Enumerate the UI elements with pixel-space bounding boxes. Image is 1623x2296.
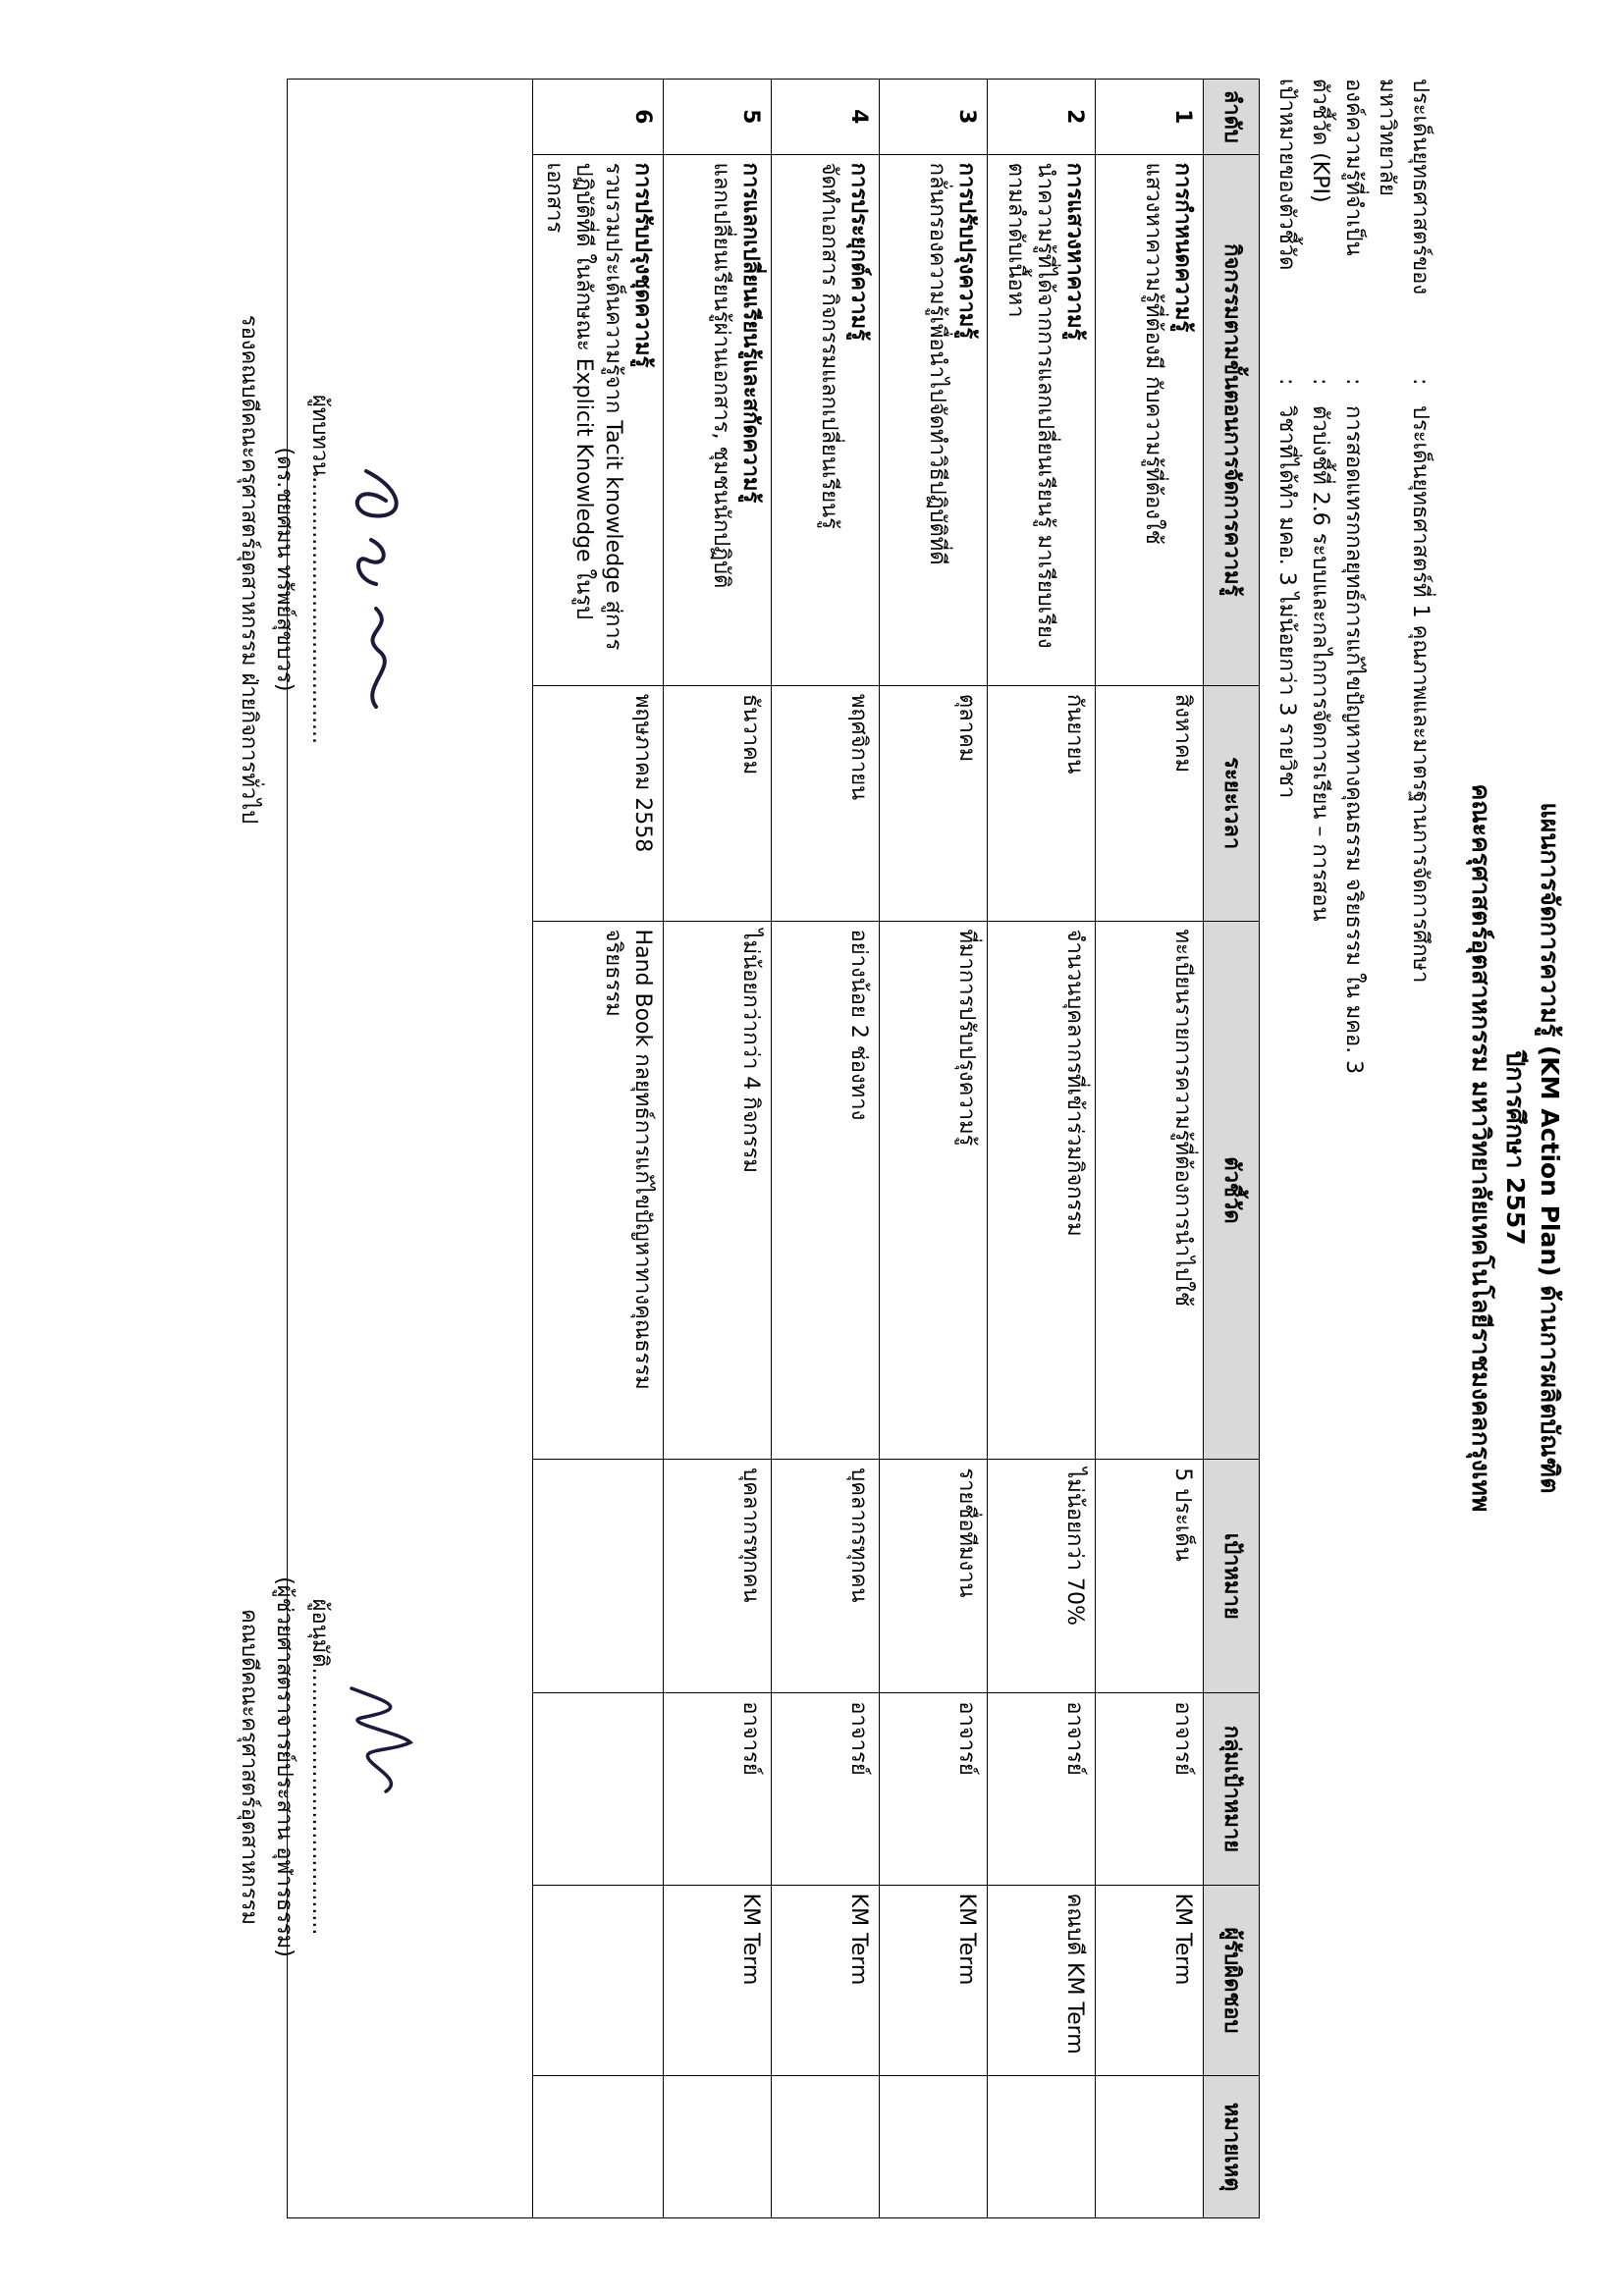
reviewer-position: รองคณบดีคณะครุศาสตร์อุตสาหกรรม ฝ่ายกิจการทั่วไป	[237, 314, 261, 825]
meta-row-knowledge	[1336, 79, 1370, 1878]
meta-row-strategy	[1370, 79, 1436, 1878]
activity-cell	[880, 154, 988, 685]
indicator-cell: ไม่น้อยกว่ากว่า 4 กิจกรรม	[664, 921, 772, 1460]
row-number: 5	[664, 80, 772, 155]
col-header-remark: หมายเหตุ	[1204, 2076, 1260, 2218]
target-cell: ไม่น้อยกว่า 70%	[988, 1460, 1096, 1693]
owner-cell: คณบดี KM Term	[988, 1885, 1096, 2076]
period-cell: ธันวาคม	[664, 685, 772, 921]
table-row	[1096, 80, 1204, 2218]
activity-desc: แลกเปลี่ยนเรียนรู้ผ่านเอกสาร, ชุมชนนักปฏิบัติ	[709, 162, 733, 589]
target-cell: 5 ประเด็น	[1096, 1460, 1204, 1693]
activity-cell	[664, 154, 772, 685]
table-header-row	[1204, 80, 1260, 2218]
period-cell: ตุลาคม	[880, 685, 988, 921]
target-cell: รายชื่อทีมงาน	[880, 1460, 988, 1693]
table-row	[988, 80, 1096, 2218]
reviewer-signature-block	[231, 196, 337, 942]
group-cell	[533, 1693, 664, 1885]
group-cell: อาจารย์	[772, 1693, 880, 1885]
indicator-cell: ทะเบียนรายการความรู้ที่ต้องการนำไปใช้	[1096, 921, 1204, 1460]
academic-year: ปีการศึกษา 2557	[1501, 1050, 1530, 1246]
meta-value: ตัวบ่งชี้ที่ 2.6 ระบบและกลไกการจัดการเรียน – การสอน	[1308, 405, 1332, 922]
indicator-cell: จำนวนบุคลากรที่เข้าร่วมกิจกรรม	[988, 921, 1096, 1460]
organization-name: คณะครุศาสตร์อุตสาหกรรม มหาวิทยาลัยเทคโนโลยีราชมงคลกรุงเทพ	[1467, 783, 1495, 1513]
activity-title: การกำหนดความรู้	[1170, 162, 1195, 333]
plan-meta	[1270, 79, 1436, 1878]
activity-desc: จัดทำเอกสาร กิจกรรมแลกเปลี่ยนเรียนรู้	[817, 162, 841, 529]
meta-colon: :	[1408, 378, 1433, 386]
owner-cell	[533, 1885, 664, 2076]
meta-colon: :	[1308, 378, 1332, 386]
row-number: 2	[988, 80, 1096, 155]
owner-cell: KM Term	[1096, 1885, 1204, 2076]
activity-title: การปรับปรุงชุดความรู้	[630, 162, 655, 368]
row-number: 4	[772, 80, 880, 155]
activity-title: การแสวงหาความรู้	[1062, 162, 1087, 341]
activity-cell	[533, 154, 664, 685]
row-number: 6	[533, 80, 664, 155]
meta-colon: :	[1274, 378, 1299, 386]
indicator-cell: อย่างน้อย 2 ช่องทาง	[772, 921, 880, 1460]
reviewer-name: (ดร.ชยศมน ทรัพย์สุขบวร)	[272, 447, 297, 692]
period-cell: สิงหาคม	[1096, 685, 1204, 921]
group-cell: อาจารย์	[988, 1693, 1096, 1885]
col-header-no: ลำดับ	[1204, 80, 1260, 155]
table-row	[533, 80, 664, 2218]
note-cell	[880, 2076, 988, 2218]
target-cell: บุคลากรทุกคน	[664, 1460, 772, 1693]
col-header-period: ระยะเวลา	[1204, 685, 1260, 921]
activity-desc: รวบรวมประเด็นความรู้จาก Tacit knowledge สู่การปฏิบัติที่ดี ในลักษณะ Explicit Knowledge ในรูปเอกสาร	[542, 162, 625, 651]
activity-desc: นำความรู้ที่ได้จากการแลกเปลี่ยนเรียนรู้ มาเรียบเรียงตามลำดับเนื้อหา	[1003, 162, 1057, 649]
activity-cell	[1096, 154, 1204, 685]
table-row	[880, 80, 988, 2218]
col-header-target-group: กลุ่มเป้าหมาย	[1204, 1693, 1260, 1885]
row-number: 1	[1096, 80, 1204, 155]
meta-label: ประเด็นยุทธศาสตร์ของมหาวิทยาลัย	[1375, 79, 1433, 295]
table-row	[664, 80, 772, 2218]
group-cell: อาจารย์	[1096, 1693, 1204, 1885]
note-cell	[533, 2076, 664, 2218]
approver-name: (ผู้ช่วยศาสตราจารย์ประสาน อุฬารธรรม)	[272, 1576, 297, 1957]
period-cell: พฤศจิกายน	[772, 685, 880, 921]
activity-desc: แสวงหาความรู้ที่ต้องมี กับความรู้ที่ต้องใช้	[1141, 162, 1165, 545]
col-header-responsible: ผู้รับผิดชอบ	[1204, 1885, 1260, 2076]
target-cell	[533, 1460, 664, 1693]
meta-row-target	[1270, 79, 1303, 1878]
km-action-plan-table	[287, 79, 1260, 2218]
period-cell: กันยายน	[988, 685, 1096, 921]
period-cell: พฤษภาคม 2558	[533, 685, 664, 921]
activity-cell	[772, 154, 880, 685]
col-header-activity: กิจกรรมตามขั้นตอนการจัดการความรู้	[1204, 154, 1260, 685]
meta-colon: :	[1341, 378, 1366, 386]
meta-label: เป้าหมายของตัวชี้วัด	[1274, 79, 1299, 271]
meta-value: วิชาที่ได้ทำ มคอ. 3 ไม่น้อยกว่า 3 รายวิชา	[1274, 405, 1299, 799]
document-title: แผนการจัดการความรู้ (KM Action Plan) ด้านการผลิตบัณฑิต	[1536, 802, 1564, 1494]
note-cell	[1096, 2076, 1204, 2218]
meta-value: ประเด็นยุทธศาสตร์ที่ 1 คุณภาพและมาตรฐานการจัดการศึกษา	[1408, 405, 1433, 984]
approver-sign-line: ผู้อนุมัติ.......................................	[307, 1598, 332, 1936]
reviewer-signature-image	[337, 461, 415, 717]
activity-title: การปรับปรุงความรู้	[954, 162, 979, 340]
approver-signature-block	[231, 1374, 337, 2160]
meta-value: การสอดแทรกกลยุทธ์การแก้ไขปัญหาทางคุณธรรม จริยธรรม ใน มคอ. 3	[1341, 405, 1366, 1075]
meta-label: ตัวชี้วัด (KPI)	[1308, 79, 1332, 203]
note-cell	[664, 2076, 772, 2218]
owner-cell: KM Term	[664, 1885, 772, 2076]
activity-title: การแลกเปลี่ยนเรียนรู้และสกัดความรู้	[738, 162, 763, 504]
row-number: 3	[880, 80, 988, 155]
activity-desc: กลั่นกรองความรู้เพื่อนำไปจัดทำวิธีปฏิบัติที่ดี	[925, 162, 949, 565]
approver-position: คณบดีคณะครุศาสตร์อุตสาหกรรม	[237, 1609, 261, 1925]
activity-cell	[988, 154, 1096, 685]
owner-cell: KM Term	[772, 1885, 880, 2076]
group-cell: อาจารย์	[664, 1693, 772, 1885]
col-header-target: เป้าหมาย	[1204, 1460, 1260, 1693]
table-row	[772, 80, 880, 2218]
activity-title: การประยุกต์ความรู้	[846, 162, 871, 341]
reviewer-sign-line: ผู้ทบทวน.......................................	[307, 395, 332, 744]
approver-signature-image	[332, 1669, 430, 1806]
target-cell: บุคลากรทุกคน	[772, 1460, 880, 1693]
meta-row-kpi	[1303, 79, 1336, 1878]
meta-label: องค์ความรู้ที่จำเป็น	[1341, 79, 1366, 256]
col-header-indicator: ตัวชี้วัด	[1204, 921, 1260, 1460]
owner-cell: KM Term	[880, 1885, 988, 2076]
note-cell	[988, 2076, 1096, 2218]
indicator-cell: ที่มาการปรับปรุงความรู้	[880, 921, 988, 1460]
indicator-cell: Hand Book กลยุทธ์การแก้ไขปัญหาทางคุณธรรม จริยธรรม	[533, 921, 664, 1460]
group-cell: อาจารย์	[880, 1693, 988, 1885]
note-cell	[772, 2076, 880, 2218]
